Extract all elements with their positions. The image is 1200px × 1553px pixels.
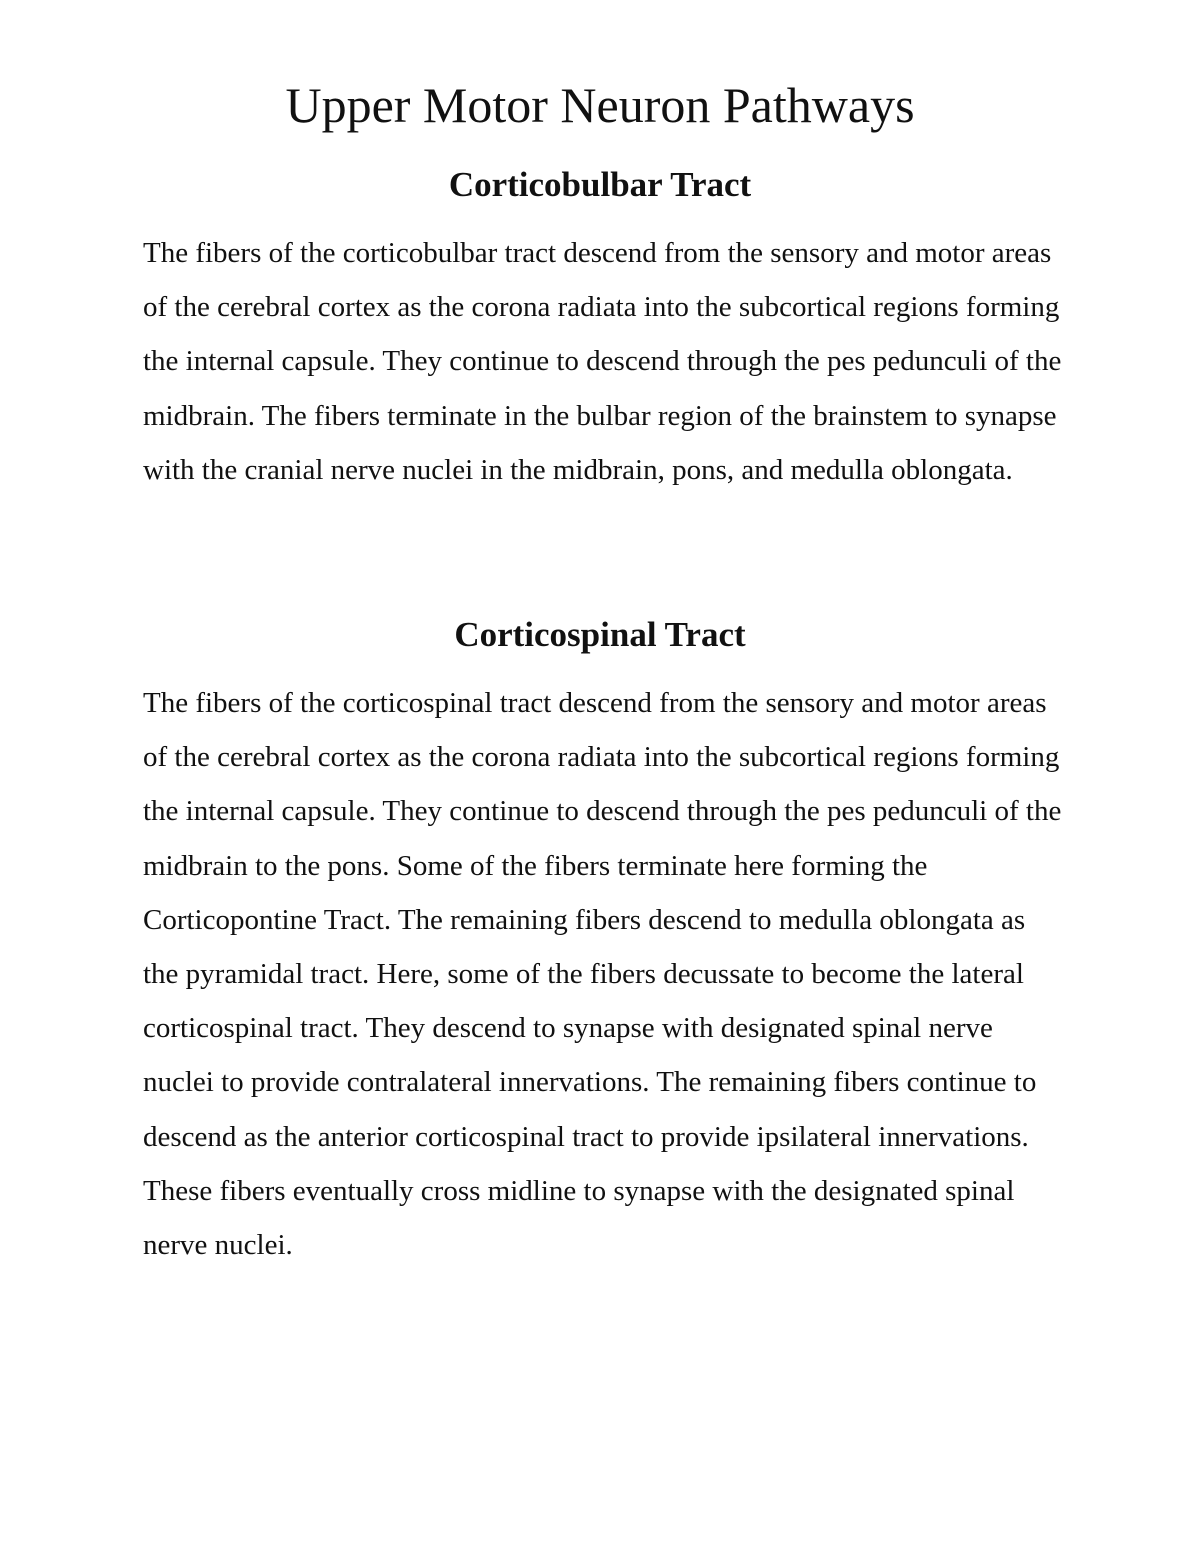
section-body-corticospinal: The fibers of the corticospinal tract descend from the sensory and motor areas of the cerebral cortex as the corona radiata into the subcortical regions forming the internal capsule. They continue to descend through the pes pedunculi of the midbrain to the pons. Some of the fibers terminate here forming the Corticopontine Tract. The remaining fibers descend to medulla oblongata as the pyramidal tract. Here, some of the fibers decussate to become the lateral corticospinal tract. They descend to synapse with designated spinal nerve nuclei to provide contralateral innervations. The remaining fibers continue to descend as the anterior corticospinal tract to provide ipsilateral innervations. These fibers eventually cross midline to synapse with the designated spinal nerve nuclei. <box>143 687 1062 1262</box>
section-heading-corticospinal: Corticospinal Tract <box>454 615 746 654</box>
section-body-corticobulbar: The fibers of the corticobulbar tract descend from the sensory and motor areas of the cerebral cortex as the corona radiata into the subcortical regions forming the internal capsule. They continue to descend through the pes pedunculi of the midbrain. The fibers terminate in the bulbar region of the brainstem to synapse with the cranial nerve nuclei in the midbrain, pons, and medulla oblongata. <box>143 237 1062 486</box>
page-title: Upper Motor Neuron Pathways <box>285 77 915 133</box>
section-heading-corticobulbar: Corticobulbar Tract <box>448 165 752 204</box>
